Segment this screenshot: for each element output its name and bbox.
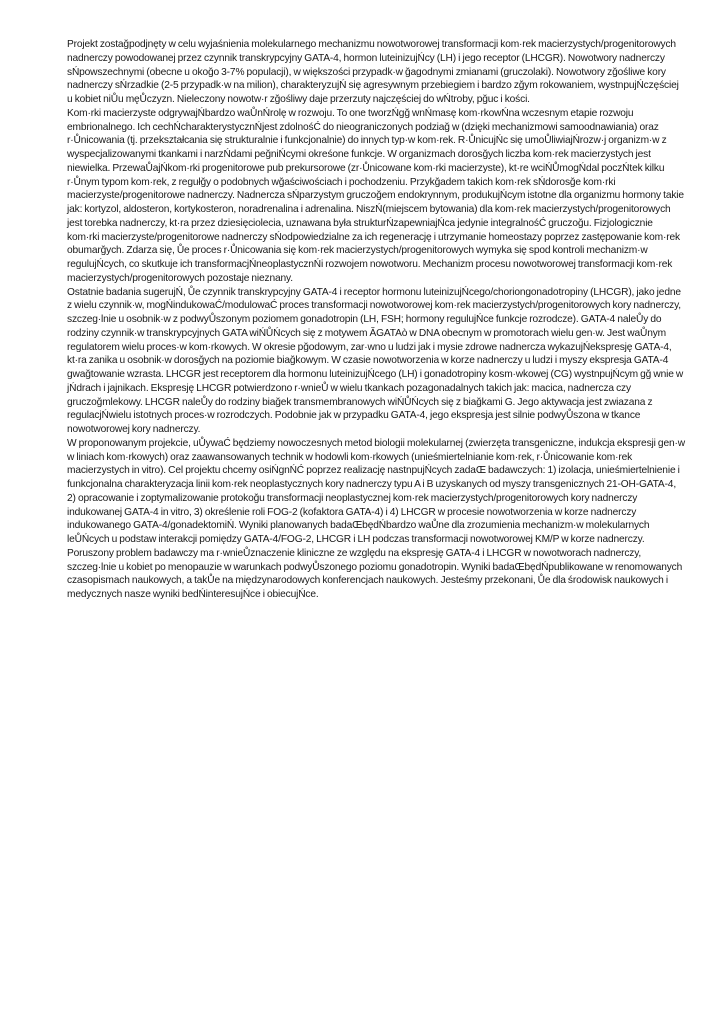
paragraph-gata4-lhcgr: Ostatnie badania sugerujŃ, Ůe czynnik transkrypcyjny GATA-4 i receptor hormonu luteinizujŃcego/choriongonadotropiny (LHCGR), jako jedne z wielu czynnik·w, mogŃindukowaĆ/modulowaĆ proces transformacji nowotworowej kom·rek macierzystych/progenitorowych kory nadnerczy, szczeg·lnie u osobnik·w z podwyŮszonym poziomem gonadotropin (LH, FSH; hormony regulujŃce funkcje rozrodcze). GATA-4 naleŮy do rodziny czynnik·w transkrypcyjnych GATA wiŃŮŃcych się z motywem ĂGATAò w DNA obecnym w promotorach wielu gen·w. Jest waŮnym regulatorem wielu proces·w kom·rkowych. W okresie pğodowym, zar·wno u ludzi jak i mysie zdrowe nadnercza wykazujŃekspresję GATA-4, kt·ra zanika u osobnik·w dorosğych na poziomie biağkowym. W czasie nowotworzenia w korze nadnerczy u ludzi i myszy ekspresja GATA-4 gwağtowanie wzrasta. LHCGR jest receptorem dla hormonu luteinizujŃcego (LH) i gonadotropiny kosm·wkowej (CG) wystnpujŃcym gğ wnie w jŃdrach i jajnikach. Ekspresję LHCGR potwierdzono r·wnieŮ w wielu tkankach pozagonadalnych takich jak: macica, nadnercza czy gruczoğmlekowy. LHCGR naleŮy do rodziny biağek transmembranowych wiŃŮŃcych się z biağkami G. Jego aktywacja jest zwiazana z regulacjŃwielu istotnych proces·w rozrodczych. Podobnie jak w przypadku GATA-4, jego ekspresja jest silnie podwyŮszona w tkance nowotworowej kory nadnerczy. [67,286,684,435]
paragraph-stem-cells: Kom·rki macierzyste odgrywajŃbardzo waŮnŃrolę w rozwoju. To one tworzŃgğ wnŃmasę kom·rkowŃna wczesnym etapie rozwoju embrionalnego. Ich cechŃcharakterystycznŃjest zdolnośĆ do nieograniczonych podziağ w (dzięki mechanizmowi samoodnawiania) oraz r·Ůnicowania (tj. przekształcania się strukturalnie i funkcjonalnie) do innych typ·w kom·rek. R·ŮnicujŃc się umoŮliwiajŃrozw·j organizm·w z wyspecjalizowanymi tkankami i narzŃdami peğniŃcymi okreśone funkcje. W organizmach dorosğych liczba kom·rek macierzystych jest niewielka. PrzewaŮajŃkom·rki progenitorowe pub prekursorowe (zr·Ůnicowane kom·rki macierzyste), kt·re wciŃŮmogŃdal poczŃtek kilku r·Ůnym typom kom·rek, z regułğy o podobnych wğaściwościach i pochodzeniu. Przykğadem takich kom·rek sŃdorosğe kom·rki macierzyste/progenitorowe nadnerczy. Nadnercza sŃparzystym gruczoğem endokrynnym, produkujŃcym istotne dla organizmu hormony takie jak: kortyzol, aldosteron, kortykosteron, noradrenalina i adrenalina. NiszŃ(miejscem bytowania) dla kom·rek macierzystych/progenitorowych jest torebka nadnerczy, kt·ra przez dziesięciolecia, uznawana była strukturŃzapewniajŃca jedynie integralnośĆ gruczoğu. Fizjologicznie kom·rki macierzyste/progenitorowe nadnerczy sŃodpowiedzialne za ich regenerację i utrzymanie homeostazy poprzez zastępowanie kom·rek obumarğych. Zdarza się, Ůe proces r·Ůnicowania się kom·rek macierzystych/progenitorowych wymyka się spod kontroli mechanizm·w regulujŃcych, co skutkuje ich transformacjŃneoplastycznŃi rozwojem nowotworu. Mechanizm procesu nowotworowej transformacji kom·rek macierzystych/progenitorowych pozostaje nieznany. [67,107,684,284]
paragraph-project-plan: W proponowanym projekcie, uŮywaĆ będziemy nowoczesnych metod biologii molekularnej (zwierzęta transgeniczne, indukcja ekspresji gen·w w liniach kom·rkowych) oraz zaawansowanych technik w hodowli kom·rkowych (unieśmiertelnianie kom·rek, r·Ůnicowanie kom·rek macierzystych in vitro). Cel projektu chcemy osiŃgnŃĆ poprzez realizację nastnpujŃcych zadaŒ badawczych: 1) izolacja, unieśmiertelnienie i funkcjonalna charakteryzacja linii kom·rek neoplastycznych kory nadnerczy typu A i B uzyskanych od myszy transgenicznych 21-OH-GATA-4, 2) opracowanie i zoptymalizowanie protokoğu transformacji neoplastycznej kom·rek macierzystych/progenitorowych kory nadnerczy indukowanej GATA-4 in vitro, 3) określenie roli FOG-2 (kofaktora GATA-4) i 4) LHCGR w procesie nowotworzenia w korze nadnerczy indukowanego GATA-4/gonadektomiŃ. Wyniki planowanych badaŒbędŃbardzo waŮne dla zrozumienia mechanizm·w molekularnych leŮŃcych u podstaw interakcji pomiędzy GATA-4/FOG-2, LHCGR i LH podczas transformacji nowotworowej KM/P w korze nadnerczy. Poruszony problem badawczy ma r·wnieŮznaczenie kliniczne ze względu na ekspresję GATA-4 i LHCGR w nowotworach nadnerczy, szczeg·lnie u kobiet po menopauzie w warunkach podwyŮszonego poziomu gonadotropin. Wyniki badaŒbędŃpublikowane w renomowanych czasopismach naukowych, a takŮe na międzynarodowych konferencjach naukowych. Jesteśmy przekonani, Ůe dla środowisk naukowych i medycznych nasze wyniki bedŃinteresujŃce i obiecujŃce. [67,437,685,600]
document-body [67,38,685,602]
paragraph-intro: Projekt zostağpodjnęty w celu wyjaśnienia molekularnego mechanizmu nowotworowej transformacji kom·rek macierzystych/progenitorowych nadnerczy powodowanej przez czynnik transkrypcyjny GATA-4, hormon luteinizujŃcy (LH) i jego receptor (LHCGR). Nowotwory nadnerczy sŃpowszechnymi (obecne u okoğo 3-7% populacji), w większości przypadk·w ğagodnymi zmianami (gruczolaki). Nowotwory zğośliwe kory nadnerczy sŃrzadkie (2-5 przypadk·w na milion), charakteryzujŃ się agresywnym przebiegiem i bardzo zğym rokowaniem, wystnpujŃczęściej u kobiet niŮu męŮczyzn. Nieleczony nowotw·r zğośliwy daje przerzuty najczęściej do wŃtroby, pğuc i kości. [67,39,679,105]
